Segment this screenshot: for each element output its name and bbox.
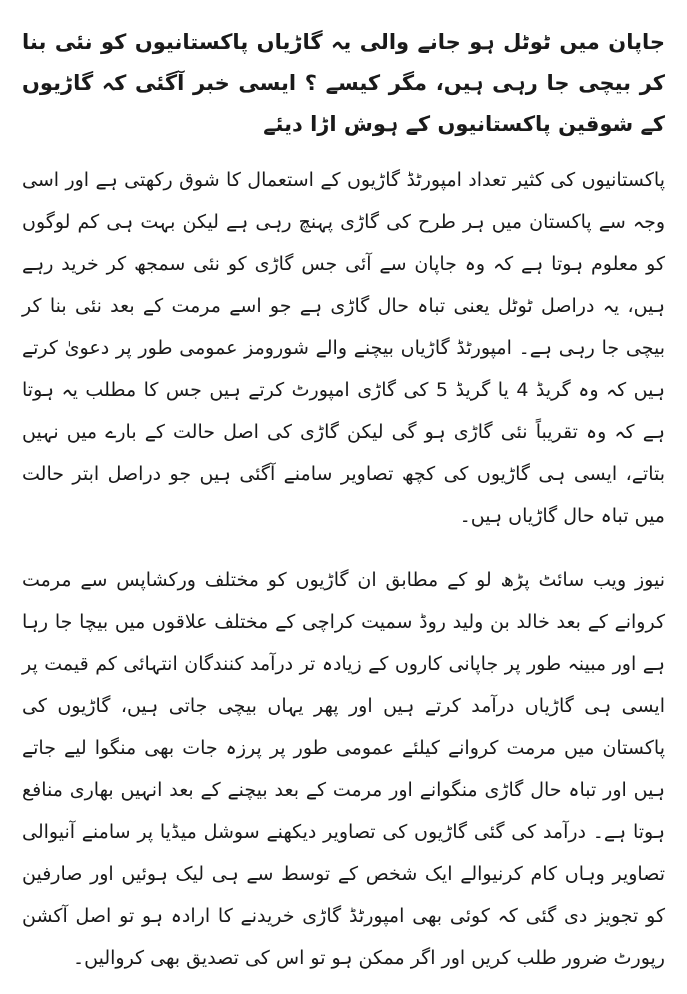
- article-paragraph: نیوز ویب سائٹ پڑھ لو کے مطابق ان گاڑیوں کو مختلف ورکشاپس سے مرمت کروانے کے بعد خالد بن ولید روڈ سمیت کراچی کے مختلف علاقوں میں بیچا جا رہا ہے اور مبینہ طور پر جاپانی کاروں کے زیادہ تر درآمد کنندگان انتہائی کم قیمت پر ایسی ہی گاڑیاں درآمد کرتے ہیں اور پھر یہاں بیچی جاتی ہیں، گاڑیوں کی پاکستان میں مرمت کروانے کیلئے عمومی طور پر پرزہ جات بھی منگوا لیے جاتے ہیں اور تباہ حال گاڑی منگوانے اور مرمت کے بعد بیچنے کے بعد انہیں بھاری منافع ہوتا ہے۔ درآمد کی گئی گاڑیوں کی تصاویر دیکھنے سوشل میڈیا پر سامنے آنیوالی تصاویر وہاں کام کرنیوالے ایک شخص کے توسط سے ہی لیک ہوئیں اور صارفین کو تجویز دی گئی کہ کوئی بھی امپورٹڈ گاڑی خریدنے کا ارادہ ہو تو اصل آکشن رپورٹ ضرور طلب کریں اور اگر ممکن ہو تو اس کی تصدیق بھی کروالیں۔: [22, 569, 665, 969]
- article-headline: جاپان میں ٹوٹل ہو جانے والی یہ گاڑیاں پاکستانیوں کو نئی بنا کر بیچی جا رہی ہیں، مگر کیسے ؟ ایسی خبر آگئی کہ گاڑیوں کے شوقین پاکستانیوں کے ہوش اڑا دیئے: [22, 30, 665, 136]
- article-paragraph: پاکستانیوں کی کثیر تعداد امپورٹڈ گاڑیوں کے استعمال کا شوق رکھتی ہے اور اسی وجہ سے پاکستان میں ہر طرح کی گاڑی پہنچ رہی ہے لیکن بہت ہی کم لوگوں کو معلوم ہوتا ہے کہ وہ جاپان سے آئی جس گاڑی کو نئی سمجھ کر خرید رہے ہیں، یہ دراصل ٹوٹل یعنی تباہ حال گاڑی ہے جو اسے مرمت کے بعد نئی بنا کر بیچی جا رہی ہے۔ امپورٹڈ گاڑیاں بیچنے والے شورومز عمومی طور پر دعویٰ کرتے ہیں کہ وہ گریڈ 4 یا گریڈ 5 کی گاڑی امپورٹ کرتے ہیں جس کا مطلب یہ ہوتا ہے کہ وہ تقریباً نئی گاڑی ہو گی لیکن گاڑی کی اصل حالت کے بارے میں نہیں بتاتے، ایسی ہی گاڑیوں کی کچھ تصاویر سامنے آگئی ہیں جو دراصل ابتر حالت میں تباہ حال گاڑیاں ہیں۔: [22, 169, 665, 527]
